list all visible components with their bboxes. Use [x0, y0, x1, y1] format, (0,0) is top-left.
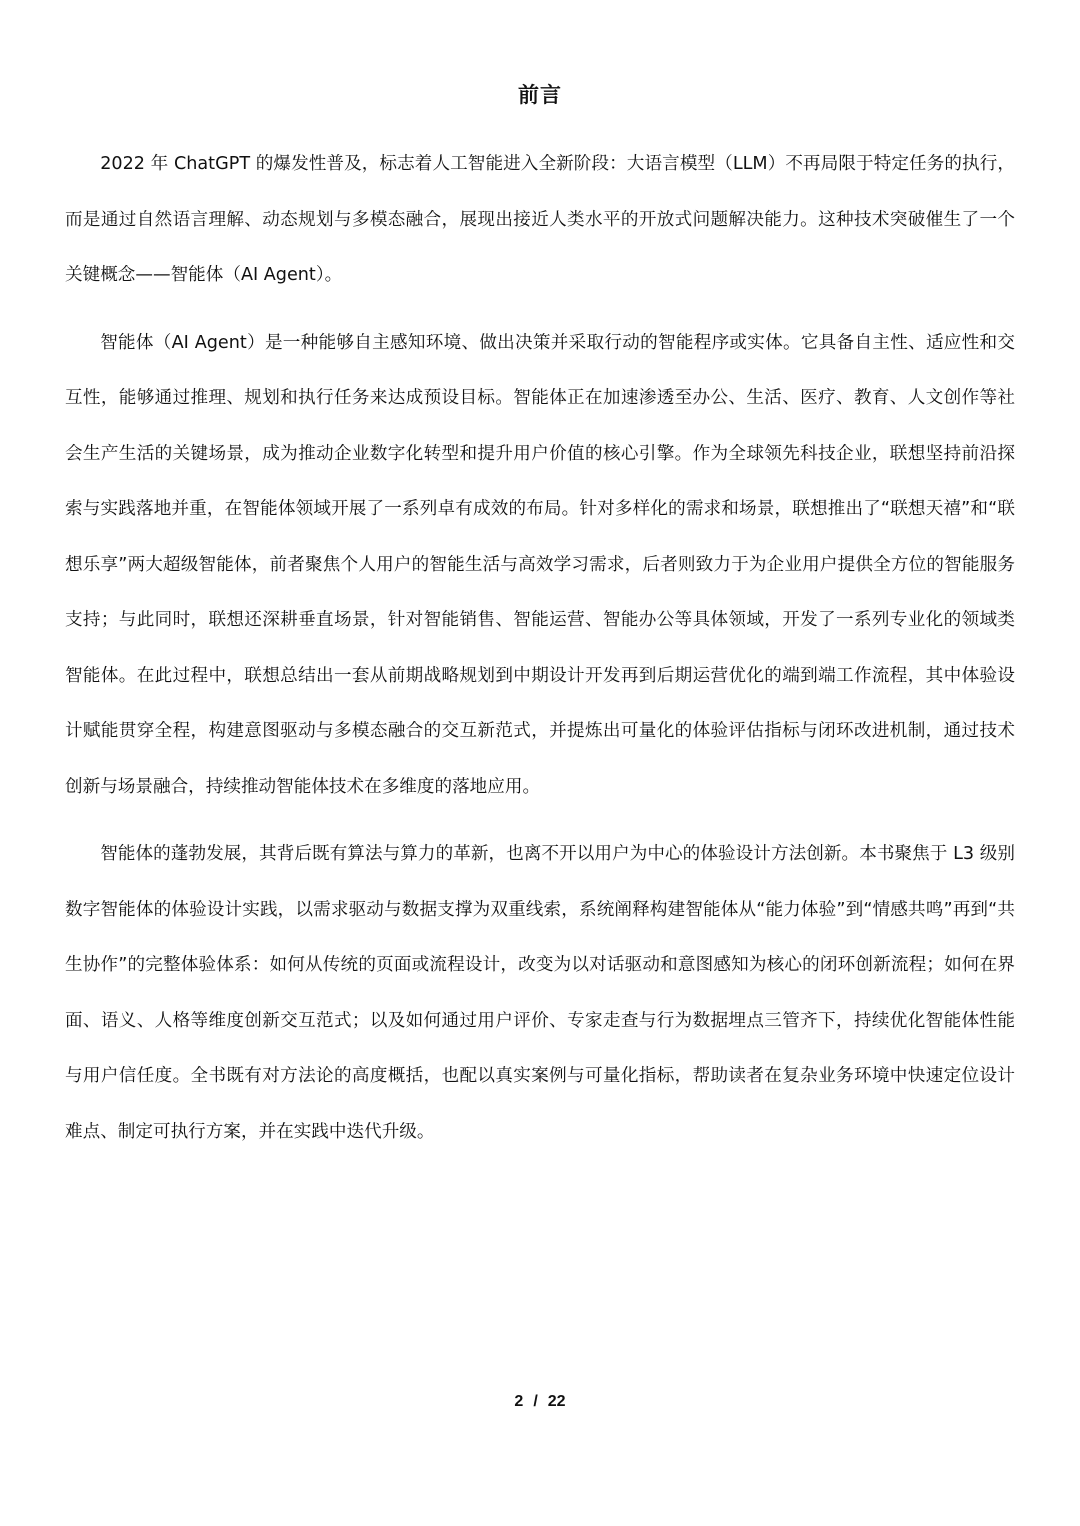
page-title: 前言 — [518, 83, 562, 107]
paragraph-3: 智能体的蓬勃发展，其背后既有算法与算力的革新，也离不开以用户为中心的体验设计方法创新。本书聚焦于 L3 级别数字智能体的体验设计实践，以需求驱动与数据支撑为双重线索，系统阐释构建智能体从“能力体验”到“情感共鸣”再到“共生协作”的完整体验体系：如何从传统的页面或流程设计，改变为以对话驱动和意图感知为核心的闭环创新流程；如何在界面、语义、人格等维度创新交互范式；以及如何通过用户评价、专家走查与行为数据埋点三管齐下，持续优化智能体性能与用户信任度。全书既有对方法论的高度概括，也配以真实案例与可量化指标，帮助读者在复杂业务环境中快速定位设计难点、制定可执行方案，并在实践中迭代升级。 — [65, 844, 1015, 1142]
paragraph-1: 2022 年 ChatGPT 的爆发性普及，标志着人工智能进入全新阶段：大语言模型（LLM）不再局限于特定任务的执行，而是通过自然语言理解、动态规划与多模态融合，展现出接近人类水平的开放式问题解决能力。这种技术突破催生了一个关键概念——智能体（AI Agent）。 — [65, 154, 1015, 285]
paragraph-2: 智能体（AI Agent）是一种能够自主感知环境、做出决策并采取行动的智能程序或实体。它具备自主性、适应性和交互性，能够通过推理、规划和执行任务来达成预设目标。智能体正在加速渗透至办公、生活、医疗、教育、人文创作等社会生产生活的关键场景，成为推动企业数字化转型和提升用户价值的核心引擎。作为全球领先科技企业，联想坚持前沿探索与实践落地并重，在智能体领域开展了一系列卓有成效的布局。针对多样化的需求和场景，联想推出了“联想天禧”和“联想乐享”两大超级智能体，前者聚焦个人用户的智能生活与高效学习需求，后者则致力于为企业用户提供全方位的智能服务支持；与此同时，联想还深耕垂直场景，针对智能销售、智能运营、智能办公等具体领域，开发了一系列专业化的领域类智能体。在此过程中，联想总结出一套从前期战略规划到中期设计开发再到后期运营优化的端到端工作流程，其中体验设计赋能贯穿全程，构建意图驱动与多模态融合的交互新范式，并提炼出可量化的体验评估指标与闭环改进机制，通过技术创新与场景融合，持续推动智能体技术在多维度的落地应用。 — [65, 332, 1015, 797]
body-text — [65, 137, 1015, 1160]
total-pages-number: 22 — [547, 1393, 566, 1410]
page-separator: / — [533, 1393, 538, 1410]
page-number — [0, 1391, 1080, 1413]
current-page-number: 2 — [514, 1393, 524, 1410]
